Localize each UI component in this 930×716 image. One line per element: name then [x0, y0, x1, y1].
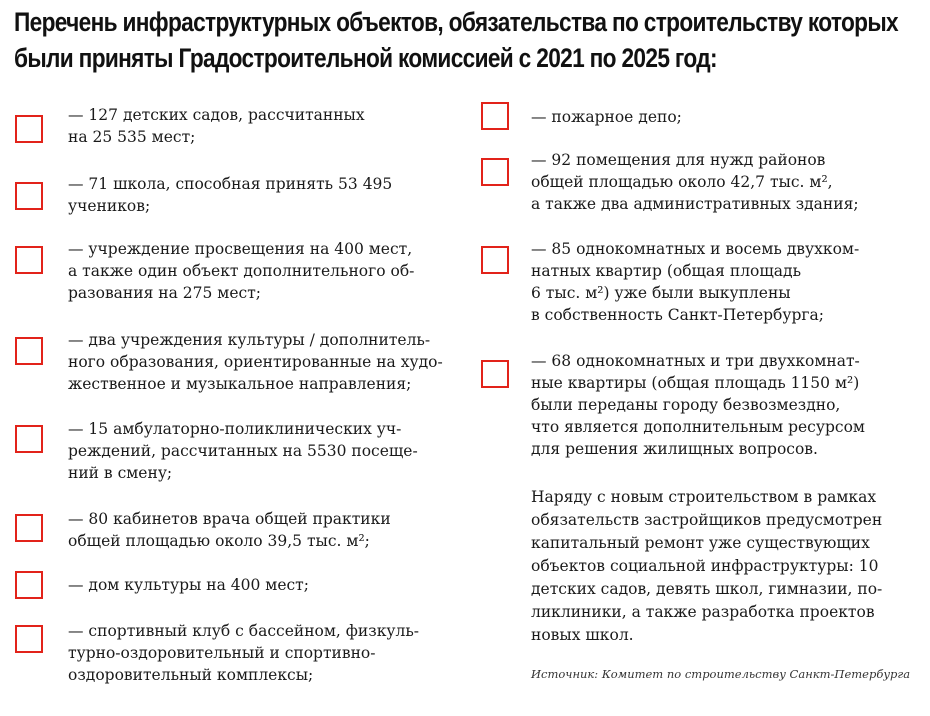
list-item: — 127 детских садов, рассчитанных на 25 535 мест;: [68, 106, 365, 146]
checkbox-icon: [15, 514, 43, 542]
list-item: — 92 помещения для нужд районов общей площадью около 42,7 тыс. м², а также два административных здания;: [531, 151, 859, 213]
checkbox-icon: [481, 246, 509, 274]
checkbox-icon: [15, 182, 43, 210]
list-item: — 68 однокомнатных и три двухкомнат- ные квартиры (общая площадь 1150 м²) были переданы городу безвозмездно, что является дополнительным ресурсом для решения жилищных вопросов.: [531, 352, 865, 458]
summary-paragraph: Наряду с новым строительством в рамках обязательств застройщиков предусмотрен капитальный ремонт уже существующих объектов социальной инфраструктуры: 10 детских садов, девять школ, гимназии, по- ликлиники, а также разработка проектов новых школ.: [531, 488, 883, 644]
list-item: — 80 кабинетов врача общей практики общей площадью около 39,5 тыс. м²;: [68, 510, 391, 550]
checkbox-icon: [15, 425, 43, 453]
list-item: — спортивный клуб с бассейном, физкуль- турно-оздоровительный и спортивно- оздоровительный комплексы;: [68, 622, 420, 684]
checkbox-icon: [481, 158, 509, 186]
source-note: Источник: Комитет по строительству Санкт-Петербурга: [531, 667, 911, 681]
checkbox-icon: [15, 571, 43, 599]
list-item: — пожарное депо;: [531, 108, 682, 126]
list-item: — 85 однокомнатных и восемь двухком- натных квартир (общая площадь 6 тыс. м²) уже были выкуплены в собственность Санкт-Петербурга;: [531, 240, 860, 324]
list-item: — 71 школа, способная принять 53 495 учеников;: [68, 175, 393, 215]
checkbox-icon: [15, 337, 43, 365]
list-item: — 15 амбулаторно-поликлинических уч- реждений, рассчитанных на 5530 посеще- ний в смену;: [68, 420, 418, 482]
list-item: — дом культуры на 400 мест;: [68, 576, 309, 594]
checkbox-icon: [15, 115, 43, 143]
checkbox-icon: [15, 246, 43, 274]
checkbox-icon: [481, 360, 509, 388]
list-item: — учреждение просвещения на 400 мест, а также один объект дополнительного об- разования на 275 мест;: [68, 240, 415, 302]
page-title: Перечень инфраструктурных объектов, обязательства по строительству которых были приняты Градостроительной комиссией с 2021 по 2025 год:: [14, 7, 898, 73]
checkbox-icon: [15, 625, 43, 653]
list-item: — два учреждения культуры / дополнитель- ного образования, ориентированные на худо- жественное и музыкальное направления;: [68, 331, 443, 393]
checkbox-icon: [481, 102, 509, 130]
